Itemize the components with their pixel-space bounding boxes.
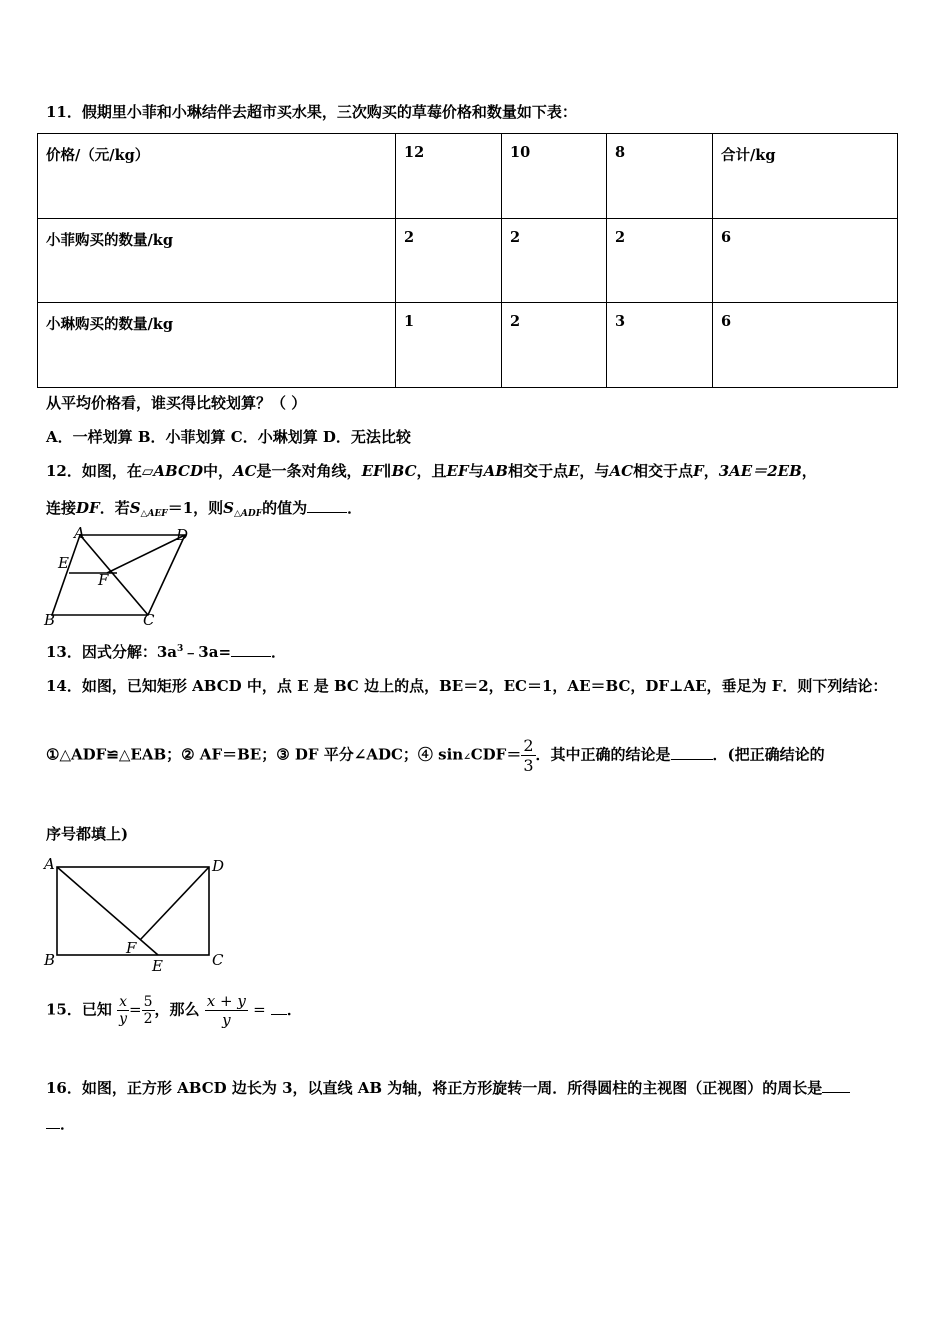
q12-math: F	[693, 462, 704, 480]
q12-text: 中，	[202, 462, 233, 480]
table-cell: 6	[713, 218, 898, 303]
answer-blank[interactable]	[671, 759, 713, 760]
q12-math: S	[129, 499, 141, 517]
q13-superscript: 3	[177, 644, 184, 654]
q15-text: =	[253, 1000, 266, 1019]
label-f: F	[126, 939, 137, 957]
label-a: A	[74, 525, 85, 542]
q12-math: AB	[483, 462, 508, 480]
q13-text: 13．因式分解：3a	[46, 643, 178, 661]
q14-text: ．其中正确的结论是	[535, 745, 671, 764]
fraction-numerator: 5	[143, 994, 153, 1010]
fraction-denominator: 2	[143, 1011, 153, 1027]
fraction-x-plus-y-over-y	[205, 992, 248, 1029]
q12-math: ▱ABCD	[141, 462, 203, 480]
q14-line3: 序号都填上)	[46, 825, 129, 843]
label-d: D	[212, 857, 225, 875]
q16-text: ．	[60, 1115, 76, 1133]
q12-math: EF	[446, 462, 469, 480]
q12-math: E	[567, 462, 580, 480]
table-row	[38, 303, 898, 388]
q12-text: 相交于点	[507, 462, 568, 480]
table-row	[38, 134, 898, 219]
q15-text: ，那么	[154, 1000, 200, 1019]
q14-text: ∠	[463, 752, 471, 763]
answer-blank[interactable]	[231, 656, 271, 657]
fraction-five-halves	[142, 994, 155, 1027]
answer-blank[interactable]	[271, 1014, 287, 1015]
table-cell: 12	[396, 134, 502, 219]
price-table	[37, 133, 898, 388]
q12-text: 的值为	[262, 499, 308, 517]
q12-text: ，	[703, 462, 719, 480]
table-cell: 2	[502, 218, 607, 303]
q12-parallelogram-figure	[40, 525, 200, 630]
table-cell: 小菲购买的数量/kg	[38, 218, 396, 303]
label-b: B	[44, 951, 56, 969]
label-b: B	[44, 611, 56, 629]
fraction-numerator: x + y	[206, 992, 246, 1010]
q14-line1: 14．如图，已知矩形 ABCD 中，点 E 是 BC 边上的点，BE＝2，EC＝1，AE＝BC，DF⊥AE，垂足为 F．则下列结论：	[46, 677, 888, 695]
label-e: E	[58, 554, 69, 572]
q16-line2	[46, 1113, 75, 1134]
q12-text: ，	[801, 462, 817, 480]
q15-line	[46, 992, 302, 1029]
table-cell: 合计/kg	[713, 134, 898, 219]
q12-text: 是一条对角线，	[256, 462, 362, 480]
q12-text: ，与	[579, 462, 610, 480]
q14-rectangle-figure	[40, 855, 230, 975]
table-cell: 2	[396, 218, 502, 303]
q12-math: 3AE＝2EB	[718, 462, 802, 480]
table-cell: 2	[502, 303, 607, 388]
q12-text: ．若	[99, 499, 130, 517]
q16-line1	[46, 1077, 850, 1098]
answer-blank[interactable]	[307, 512, 347, 513]
q12-line1	[46, 460, 817, 481]
q12-line2	[46, 497, 362, 519]
q13-line	[46, 641, 286, 662]
table-row	[38, 218, 898, 303]
q12-text: ＝1，则	[167, 499, 224, 517]
q12-math: AC	[609, 462, 634, 480]
q12-text: 相交于点	[633, 462, 694, 480]
label-c: C	[143, 611, 155, 629]
q12-math: DF	[76, 499, 100, 517]
q13-text: ﹣3a=	[183, 643, 232, 661]
q15-text: ．	[286, 1000, 302, 1019]
fraction-two-thirds	[521, 736, 535, 775]
fraction-denominator: y	[119, 1011, 128, 1027]
q12-text: ∥	[383, 462, 392, 480]
table-cell: 6	[713, 303, 898, 388]
q14-text: CDF＝	[470, 745, 522, 764]
q14-text: ．(把正确结论的	[712, 745, 825, 764]
label-d: D	[176, 526, 189, 544]
fraction-x-over-y	[117, 994, 129, 1027]
fraction-numerator: 2	[523, 736, 534, 755]
q12-text: ，且	[416, 462, 447, 480]
table-cell: 小琳购买的数量/kg	[38, 303, 396, 388]
table-cell: 3	[607, 303, 713, 388]
table-cell: 1	[396, 303, 502, 388]
fraction-denominator: y	[205, 1010, 248, 1029]
answer-blank[interactable]	[822, 1092, 850, 1093]
q15-text: =	[129, 1000, 142, 1019]
q11-options: A．一样划算 B．小菲划算 C．小琳划算 D．无法比较	[46, 428, 411, 446]
q12-math: EF	[361, 462, 384, 480]
q12-text: 连接	[46, 499, 77, 517]
table-cell: 价格/（元/kg）	[38, 134, 396, 219]
q12-text: 与	[468, 462, 484, 480]
table-cell: 8	[607, 134, 713, 219]
q14-line2	[46, 736, 825, 775]
fraction-numerator: x	[119, 994, 128, 1010]
q12-math: AC	[232, 462, 257, 480]
label-c: C	[212, 951, 224, 969]
q15-text: 15．已知	[46, 1000, 112, 1019]
table-cell: 2	[607, 218, 713, 303]
table-cell: 10	[502, 134, 607, 219]
q12-subscript: △ADF	[233, 509, 263, 519]
label-f: F	[98, 571, 109, 589]
fraction-denominator: 3	[523, 756, 534, 775]
q12-subscript: △AEF	[140, 509, 168, 519]
q12-text: ．	[347, 499, 363, 517]
q11-question: 从平均价格看，谁买得比较划算？（ ）	[46, 394, 307, 412]
q11-stem: 11．假期里小菲和小琳结伴去超市买水果，三次购买的草莓价格和数量如下表：	[46, 103, 577, 121]
q13-text: ．	[271, 643, 287, 661]
q16-text: 16．如图，正方形 ABCD 边长为 3，以直线 AB 为轴，将正方形旋转一周．所得圆柱的主视图（正视图）的周长是	[46, 1079, 823, 1097]
q12-math: BC	[391, 462, 417, 480]
q12-math: S	[223, 499, 234, 517]
q14-text: ①△ADF≌△EAB；② AF＝BE；③ DF 平分∠ADC；④ sin	[46, 745, 464, 764]
q12-text: 12．如图，在	[46, 462, 142, 480]
answer-blank[interactable]	[46, 1128, 60, 1129]
label-e: E	[152, 957, 163, 975]
label-a: A	[44, 855, 55, 873]
